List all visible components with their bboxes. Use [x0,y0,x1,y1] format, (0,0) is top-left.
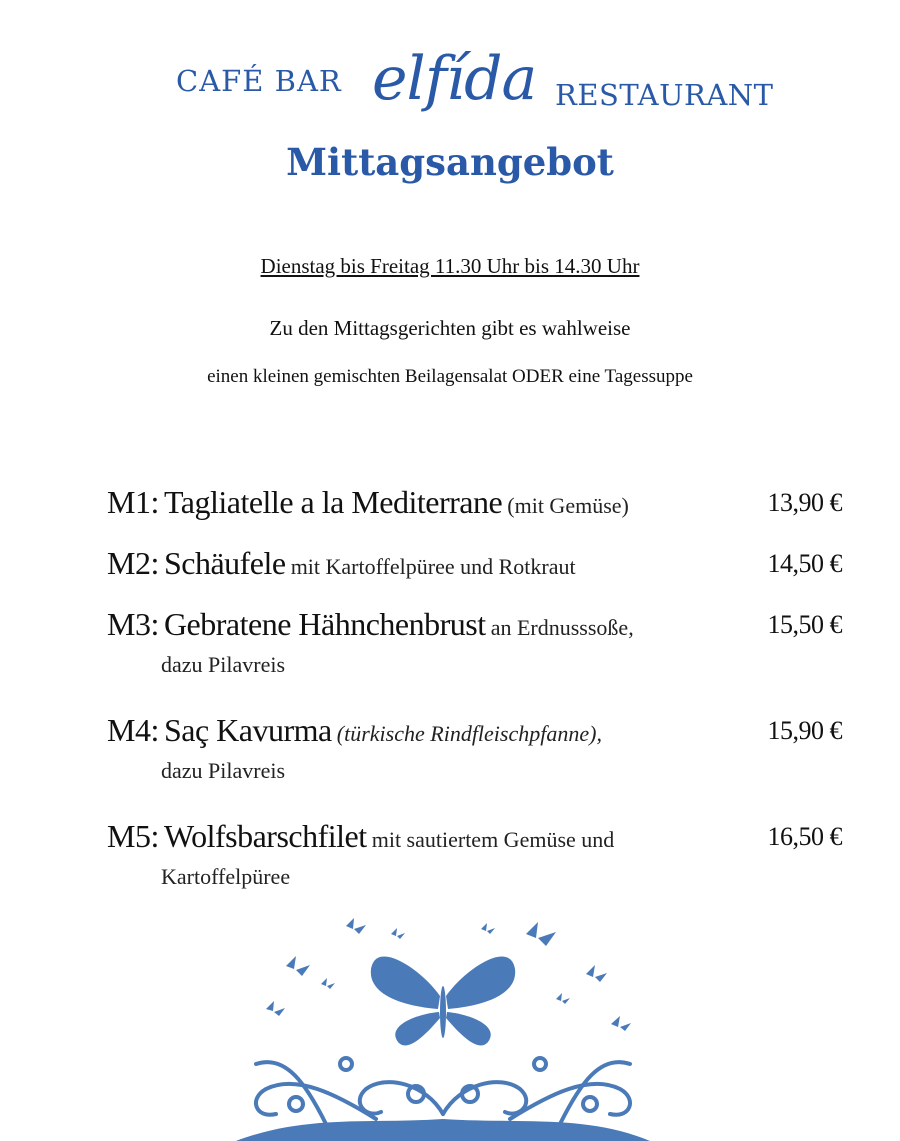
header [0,30,900,150]
header-restaurant: RESTAURANT [555,78,774,112]
menu-item-price: 14,50 € [767,549,842,578]
menu-item-m1 [107,484,842,524]
side-note-line-2: einen kleinen gemischten Beilagensalat ODER eine Tagessuppe [207,366,693,387]
header-cafe-bar: CAFÉ BAR [176,64,342,98]
menu-item-desc: mit Kartoffelpüree und Rotkraut [290,554,576,579]
opening-hours: Dienstag bis Freitag 11.30 Uhr bis 14.30 Uhr [260,254,640,278]
menu-item-name: Tagliatelle a la Mediterrane [163,484,503,520]
menu-item-price: 15,50 € [767,610,842,639]
menu-item-name: Wolfsbarschfilet [163,818,367,854]
menu-item-desc: (türkische Rindfleischpfanne), [336,721,602,746]
menu-item-price: 13,90 € [767,488,842,517]
menu-item-continuation: dazu Pilavreis [161,758,286,783]
menu-item-code: M2: [107,545,159,581]
menu-item-code: M3: [107,606,159,642]
menu-item-code: M1: [107,484,159,520]
menu-item-desc: an Erdnusssoße, [490,615,634,640]
menu-item-m5 [107,818,842,890]
menu-item-price: 16,50 € [767,822,842,851]
menu-item-desc: mit sautiertem Gemüse und [371,827,615,852]
menu-item-m3 [107,606,842,678]
butterfly-swirl-icon [226,914,660,1141]
logo: elfída [372,44,537,114]
menu-item-desc: (mit Gemüse) [507,493,629,518]
menu-item-name: Schäufele [163,545,286,581]
menu-item-code: M5: [107,818,159,854]
menu-item-name: Saç Kavurma [163,712,332,748]
menu-item-code: M4: [107,712,159,748]
menu-item-price: 15,90 € [767,716,842,745]
menu-item-m2 [107,545,842,585]
menu-item-name: Gebratene Hähnchenbrust [163,606,486,642]
page-title: Mittagsangebot [286,140,614,184]
menu-item-continuation: dazu Pilavreis [161,652,286,677]
menu-item-m4 [107,712,842,784]
menu-item-continuation: Kartoffelpüree [161,864,291,889]
side-note-line-1: Zu den Mittagsgerichten gibt es wahlweise [269,316,631,340]
